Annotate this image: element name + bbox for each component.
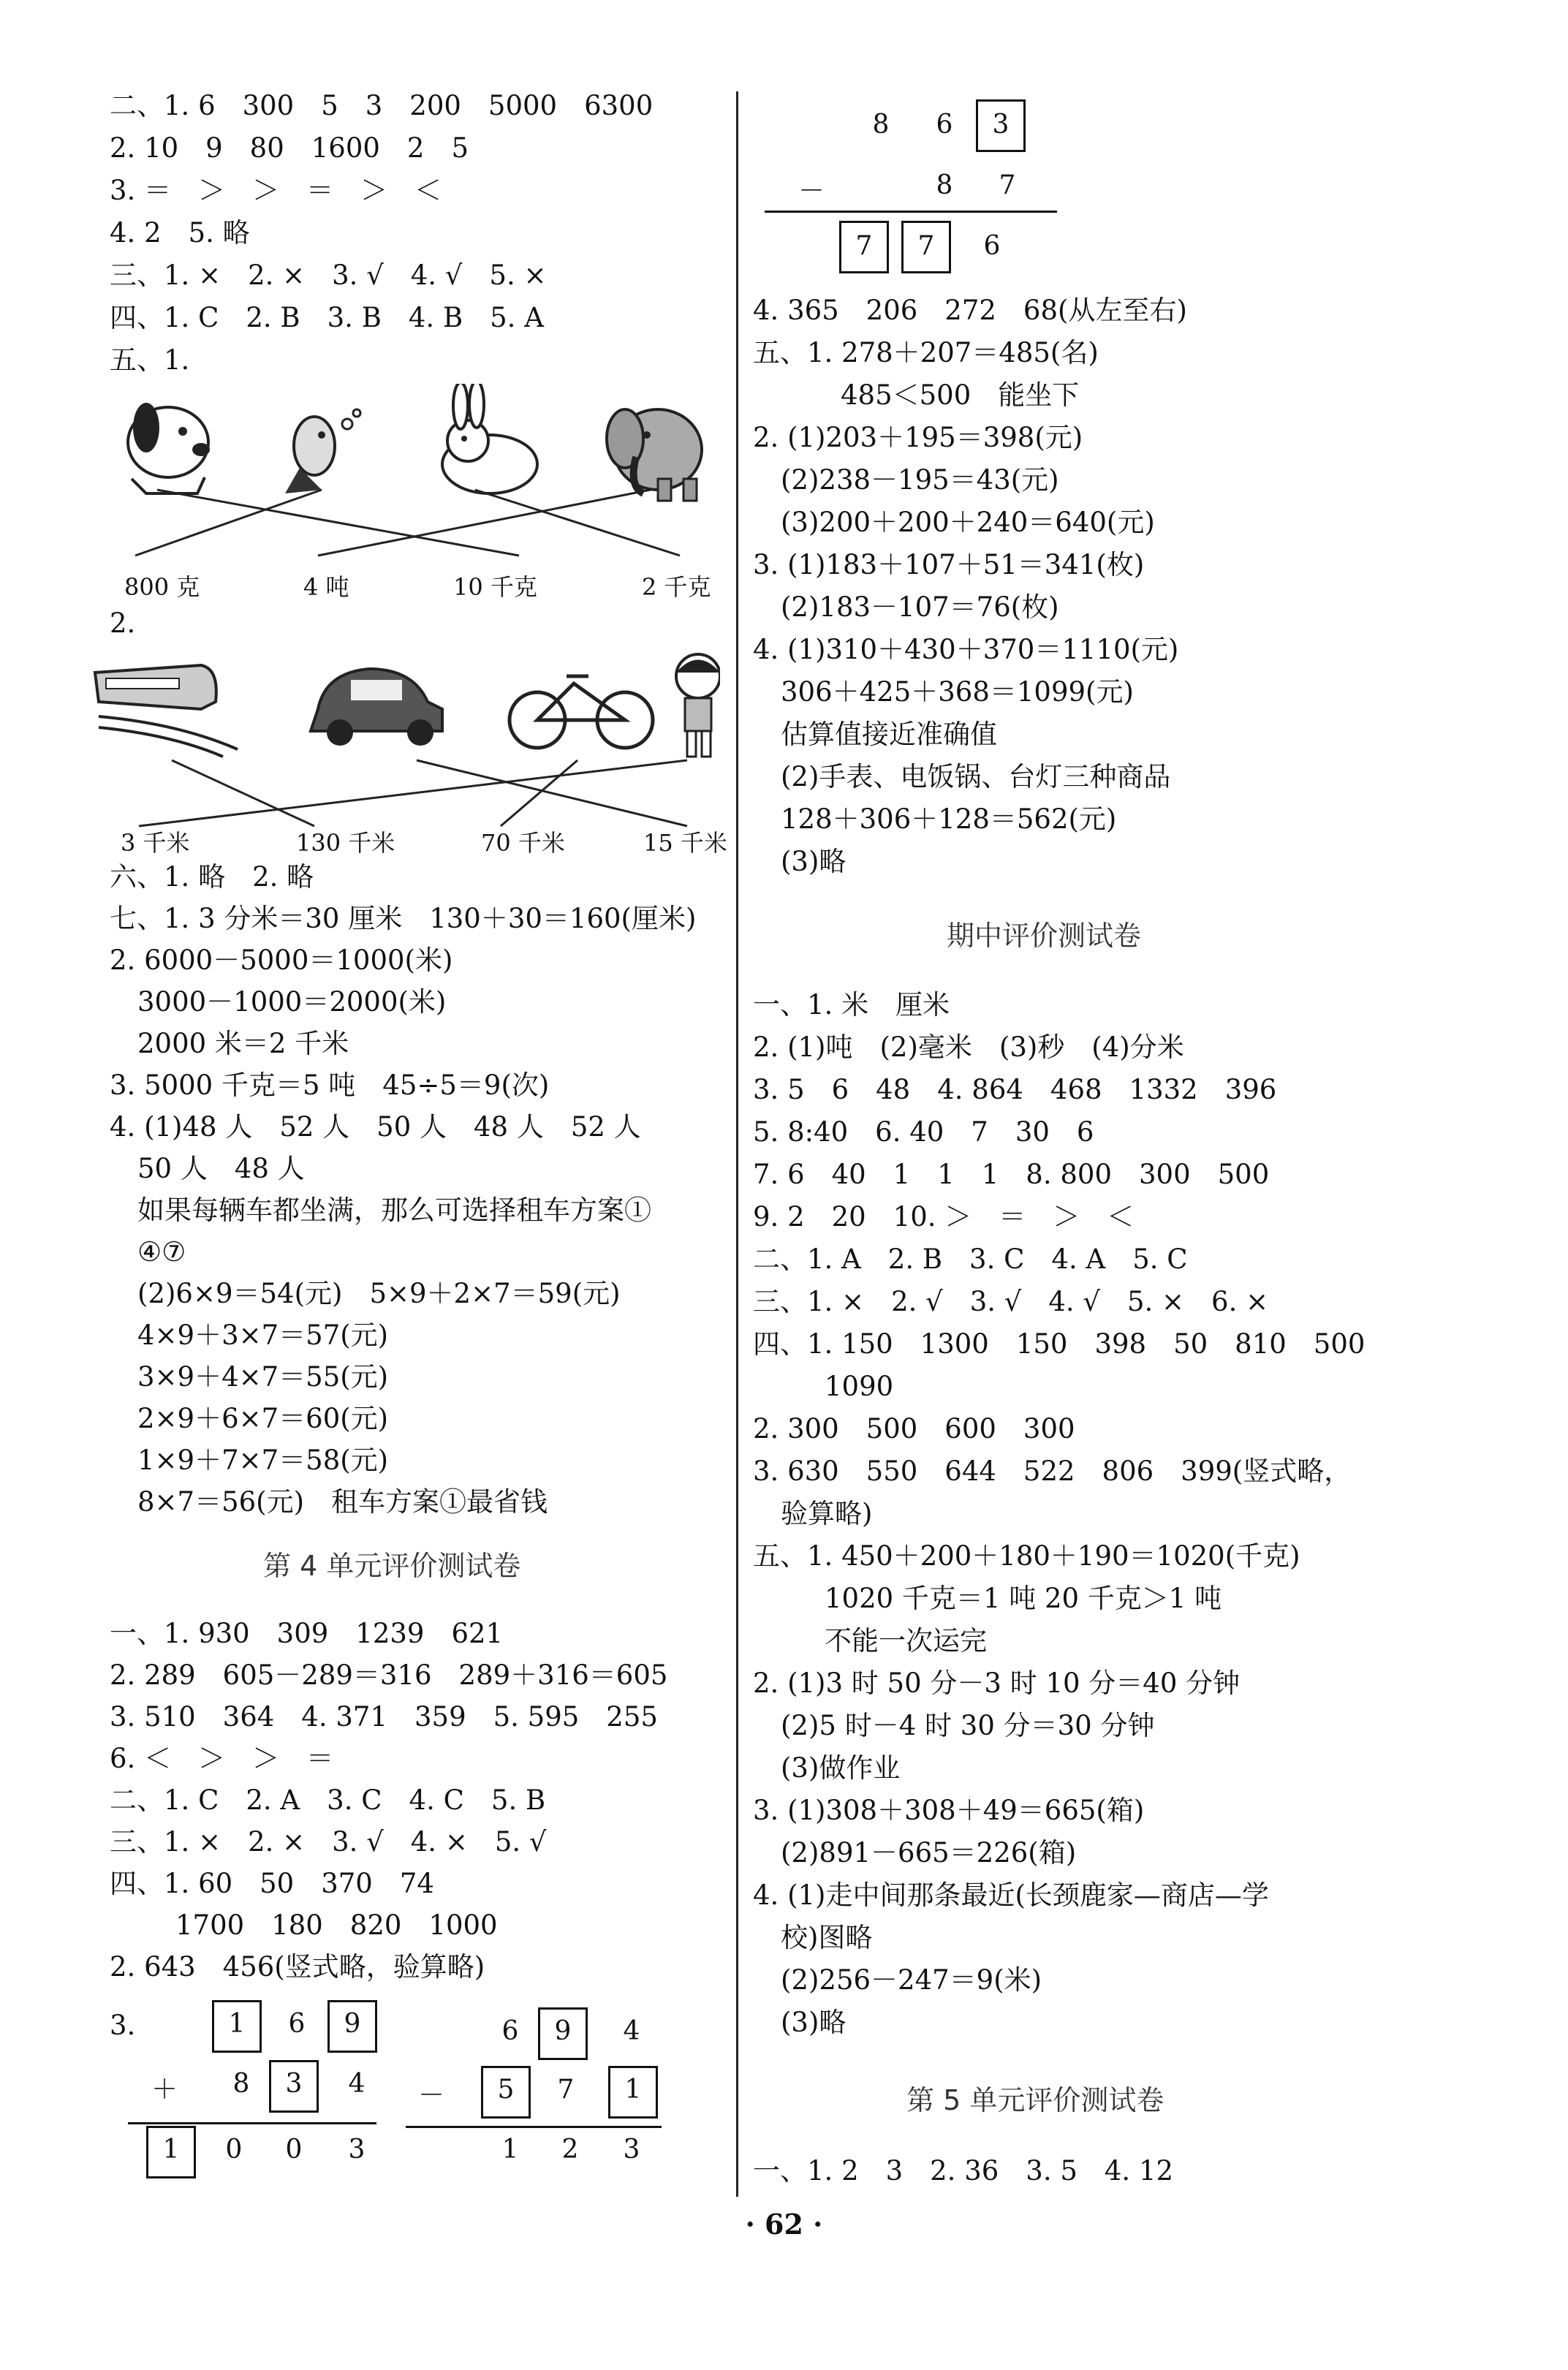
dog-icon [128,403,210,493]
answer-line: 4. 2 5. 略 [110,217,250,249]
answer-line: 2. 6000－5000＝1000(米) [110,944,453,976]
answer-line: 二、1. A 2. B 3. C 4. A 5. C [753,1243,1188,1275]
digit: 9 [344,2009,361,2039]
answer-line: 2. 300 500 600 300 [753,1413,1075,1445]
digit: 2 [561,2135,579,2165]
section-title-midterm: 期中评价测试卷 [947,920,1142,952]
answer-line: (3)做作业 [781,1752,901,1784]
answer-line: 三、1. × 2. × 3. √ 4. √ 5. × [110,260,547,291]
answer-line: 3. 510 364 4. 371 359 5. 595 255 [110,1701,658,1733]
digit: 6 [983,231,1001,261]
answer-line: 8×7＝56(元) 租车方案①最省钱 [137,1486,548,1518]
answer-line: 1×9＋7×7＝58(元) [137,1445,389,1476]
difference-rule [765,211,1057,213]
boy-icon [676,654,720,757]
difference-rule [406,2126,662,2128]
answer-line: 一、1. 米 厘米 [753,989,950,1021]
answer-line: 306＋425＋368＝1099(元) [781,676,1134,708]
section-title-unit4: 第 4 单元评价测试卷 [263,1550,521,1582]
answer-line: 七、1. 3 分米＝30 厘米 130＋30＝160(厘米) [110,903,697,934]
answer-line: 4. 365 206 272 68(从左至右) [753,295,1187,326]
digit: 7 [855,231,873,261]
answer-line: (2)6×9＝54(元) 5×9＋2×7＝59(元) [137,1278,621,1309]
digit: 3 [992,110,1010,140]
answer-line: 二、1. C 2. A 3. C 4. C 5. B [110,1784,546,1816]
digit: 1 [624,2075,642,2105]
answer-line: 2. (1)203＋195＝398(元) [753,422,1083,453]
answer-line: 3. 630 550 644 522 806 399(竖式略， [753,1455,1352,1487]
goldfish-icon [285,409,360,493]
answer-line: 50 人 48 人 [137,1153,305,1184]
answer-line: 不能一次运完 [825,1625,987,1657]
answer-line: 校)图略 [781,1922,873,1953]
operator: － [417,2081,444,2110]
answer-line: 2. 10 9 80 1600 2 5 [110,132,469,164]
weight-label: 2 千克 [642,573,711,601]
answer-line: 2. (1)3 时 50 分－3 时 10 分＝40 分钟 [753,1667,1241,1699]
answer-line: 三、1. × 2. × 3. √ 4. × 5. √ [110,1826,547,1858]
digit: 5 [497,2075,515,2105]
match-lines-vehicles [110,753,709,833]
section-title-unit5: 第 5 单元评价测试卷 [906,2084,1164,2116]
weight-label: 10 千克 [453,573,537,601]
answer-line: 六、1. 略 2. 略 [110,861,314,893]
digit: 1 [228,2009,246,2039]
rabbit-icon [442,384,537,493]
answer-line: 3×9＋4×7＝55(元) [137,1361,389,1393]
train-icon [95,665,238,757]
answer-line: 3000－1000＝2000(米) [137,986,447,1018]
answer-line: 2. 643 456(竖式略，验算略) [110,1951,485,1983]
answer-line: (2)256－247＝9(米) [781,1964,1042,1996]
distance-label: 3 千米 [121,829,190,857]
distance-label: 130 千米 [296,829,395,857]
answer-line: 2000 米＝2 千米 [137,1028,349,1059]
digit: 9 [554,2016,572,2046]
answer-line: 五、1. 278＋207＝485(名) [753,337,1099,368]
digit: 6 [501,2016,519,2046]
answer-line: 3. 5000 千克＝5 吨 45÷5＝9(次) [110,1069,550,1101]
answer-line: 五、1. 450＋200＋180＋190＝1020(千克) [753,1540,1300,1572]
answer-line: (3)略 [781,846,847,877]
digit: 6 [936,110,953,140]
digit: 8 [936,170,953,200]
digit: 8 [232,2069,250,2099]
digit: 1 [501,2135,519,2165]
answer-line: 2. 289 605－289＝316 289＋316＝605 [110,1659,668,1691]
answer-line: 7. 6 40 1 1 1 8. 800 300 500 [753,1159,1270,1190]
vehicle-pictures [91,651,720,760]
digit: 4 [623,2016,640,2046]
answer-line: 485＜500 能坐下 [841,379,1080,411]
match-lines-animals [110,482,709,563]
answer-line: 1700 180 820 1000 [175,1909,498,1941]
answer-line: 4. (1)走中间那条最近(长颈鹿家—商店—学 [753,1879,1269,1911]
answer-line: (2)手表、电饭锅、台灯三种商品 [781,761,1171,792]
answer-line: (3)200＋200＋240＝640(元) [781,507,1155,538]
answer-line: 如果每辆车都坐满，那么可选择租车方案① [137,1195,651,1226]
answer-line: 一、1. 930 309 1239 621 [110,1618,504,1649]
answer-line: 3. 5 6 48 4. 864 468 1332 396 [753,1074,1277,1105]
answer-line: 128＋306＋128＝562(元) [781,803,1117,835]
digit: 0 [285,2135,303,2165]
digit: 7 [557,2075,575,2105]
answer-line: 4×9＋3×7＝57(元) [137,1320,389,1351]
column-divider [736,91,738,2197]
operator: ＋ [151,2075,178,2105]
question-number: 2. [110,607,136,639]
answer-line: 三、1. × 2. √ 3. √ 4. √ 5. × 6. × [753,1286,1269,1317]
answer-line: 估算值接近准确值 [781,719,997,750]
answer-line: 四、1. 60 50 370 74 [110,1868,434,1899]
digit: 7 [999,170,1016,200]
answer-line: (2)5 时－4 时 30 分＝30 分钟 [781,1710,1155,1741]
answer-line: 验算略) [781,1498,873,1529]
distance-label: 70 千米 [481,829,565,857]
digit: 1 [162,2135,180,2165]
question-number: 3. [110,2010,136,2041]
distance-label: 15 千米 [643,829,727,857]
answer-line: (3)略 [781,2007,847,2038]
digit: 4 [348,2069,366,2099]
answer-line: 3. (1)183＋107＋51＝341(枚) [753,549,1145,580]
digit: 3 [348,2135,366,2165]
answer-line: 一、1. 2 3 2. 36 3. 5 4. 12 [753,2155,1174,2187]
answer-line: (2)183－107＝76(枚) [781,591,1059,623]
answer-line: 5. 8:40 6. 40 7 30 6 [753,1116,1094,1148]
digit: 0 [225,2135,243,2165]
digit: 3 [623,2135,640,2165]
answer-line: 3. ＝ ＞ ＞ ＝ ＞ ＜ [110,175,442,206]
weight-label: 800 克 [124,573,200,601]
answer-line: 四、1. 150 1300 150 398 50 810 500 [753,1328,1366,1360]
weight-label: 4 吨 [303,573,349,601]
digit: 8 [872,110,890,140]
answer-line: 二、1. 6 300 5 3 200 5000 6300 [110,90,654,121]
answer-line: (2)891－665＝226(箱) [781,1837,1077,1869]
sum-rule [128,2122,376,2124]
car-icon [311,669,442,746]
answer-line: (2)238－195＝43(元) [781,464,1059,496]
answer-line: 1090 [825,1371,894,1402]
bicycle-icon [510,676,653,748]
operator: － [798,176,825,206]
digit: 6 [288,2009,306,2039]
answer-line: 2. (1)吨 (2)毫米 (3)秒 (4)分米 [753,1031,1184,1063]
answer-line: 9. 2 20 10. ＞ ＝ ＞ ＜ [753,1201,1135,1233]
answer-line: ④⑦ [137,1236,186,1268]
digit: 3 [285,2069,303,2099]
answer-line: 五、1. [110,344,190,376]
answer-line: 3. (1)308＋308＋49＝665(箱) [753,1795,1145,1826]
answer-line: 4. (1)48 人 52 人 50 人 48 人 52 人 [110,1111,641,1143]
digit: 7 [917,231,935,261]
answer-line: 2×9＋6×7＝60(元) [137,1403,389,1434]
answer-line: 1020 千克＝1 吨 20 千克＞1 吨 [825,1583,1222,1614]
page-number: · 62 · [745,2208,823,2241]
answer-line: 6. ＜ ＞ ＞ ＝ [110,1743,334,1774]
answer-line: 4. (1)310＋430＋370＝1110(元) [753,634,1179,665]
answer-line: 四、1. C 2. B 3. B 4. B 5. A [110,302,544,333]
